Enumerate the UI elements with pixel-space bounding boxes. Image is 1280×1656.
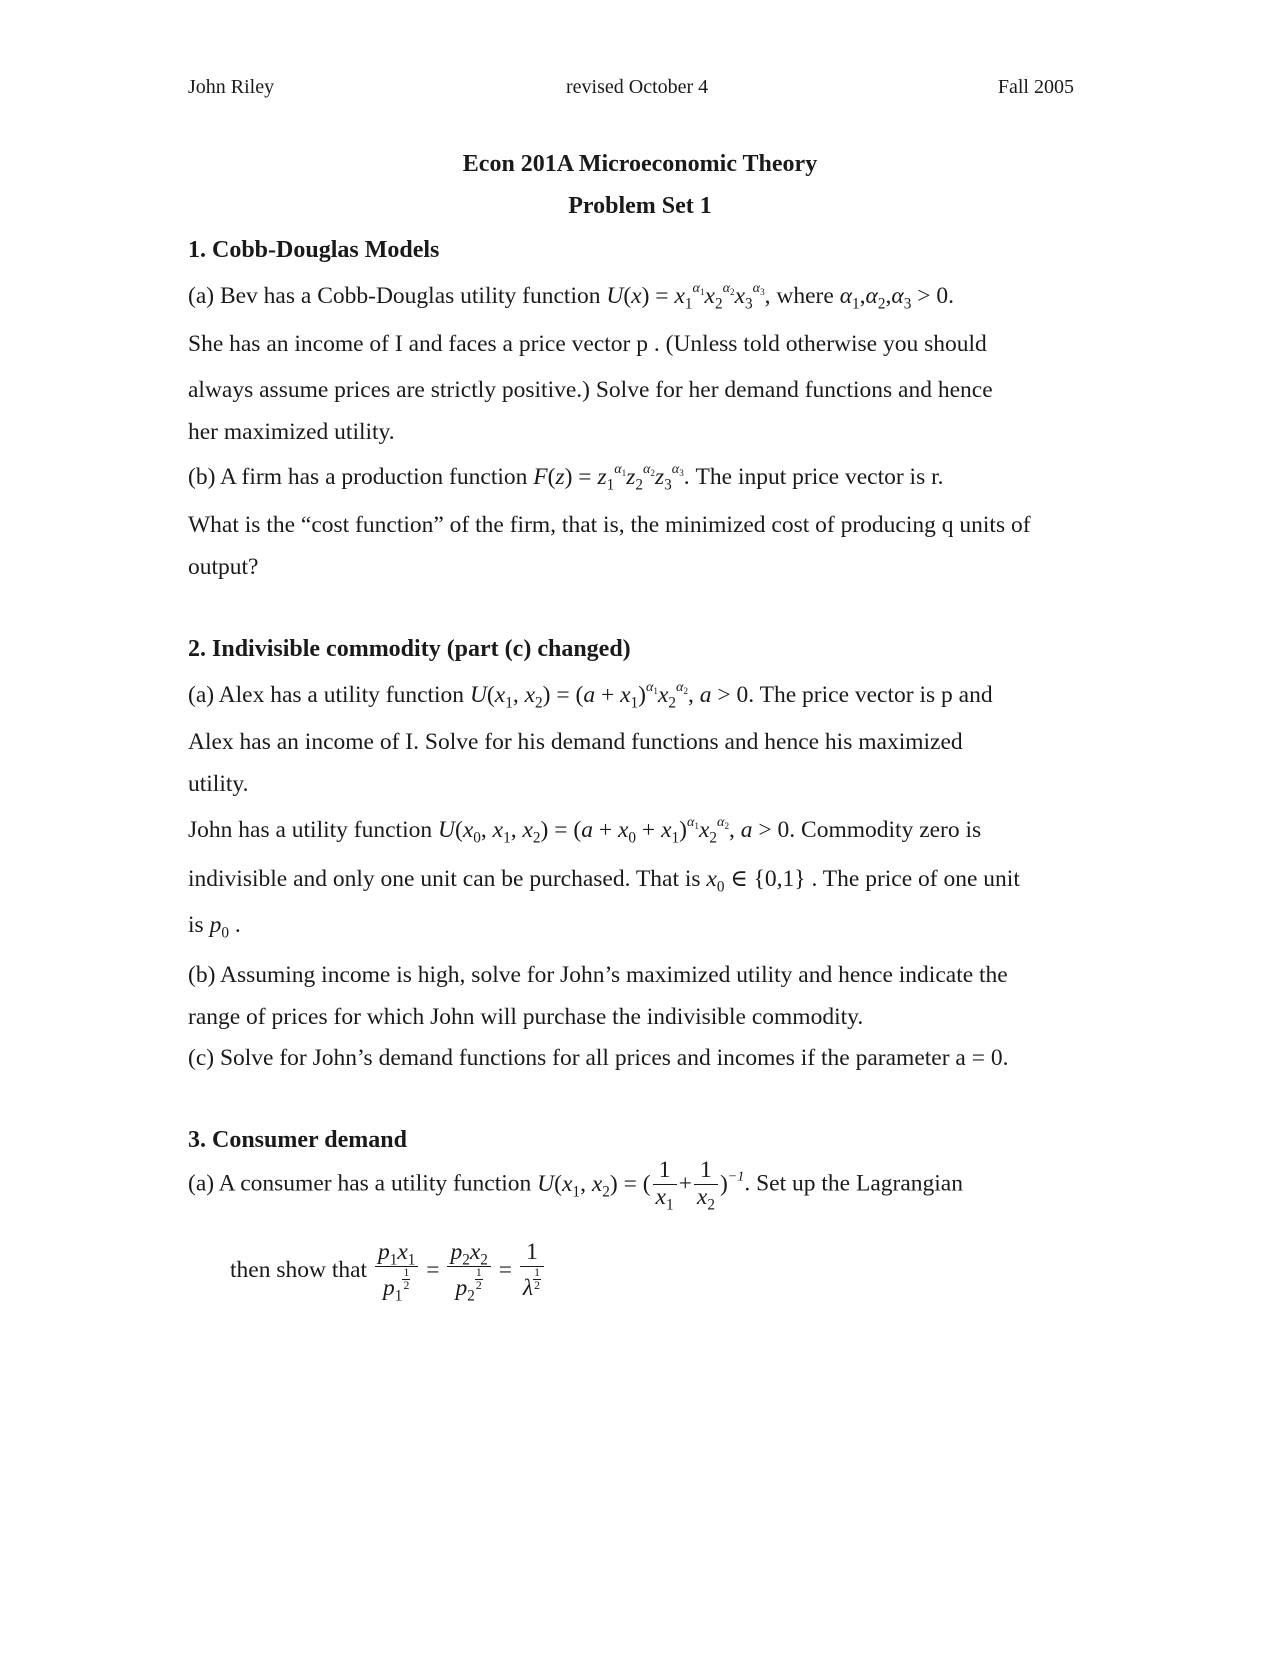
problem-set-title: Problem Set 1 <box>568 193 712 219</box>
section-1-heading: 1. Cobb-Douglas Models <box>188 237 440 263</box>
section-2c-line-1: (c) Solve for John’s demand functions for all prices and incomes if the parameter a = 0. <box>188 1045 1009 1071</box>
section-2b-line-2: range of prices for which John will purchase the indivisible commodity. <box>188 1004 864 1030</box>
section-2a-line-3: utility. <box>188 771 249 797</box>
section-1b-line-3: output? <box>188 554 259 580</box>
section-2-heading: 2. Indivisible commodity (part (c) changed) <box>188 636 631 662</box>
section-1b-line-2: What is the “cost function” of the firm, that is, the minimized cost of producing q units of <box>188 512 1031 538</box>
bev-utility-formula: U <box>606 283 624 309</box>
section-3-heading: 3. Consumer demand <box>188 1127 407 1153</box>
section-3a-line-1: (a) A consumer has a utility function $U(x_1$, $x_2$) = ( $\frac{1}{x_1}$ + $\frac{1}{x_2}$ )$^{-1}$. Set up the Lagrangian <box>188 1157 963 1214</box>
section-1a-line-2: She has an income of I and faces a price vector p . (Unless told otherwise you should <box>188 331 987 357</box>
fraction-one-over-x2: $\frac{1}{x_2}$ <box>694 1158 718 1211</box>
section-1a-line-4: her maximized utility. <box>188 419 395 445</box>
section-2b-line-1: (b) Assuming income is high, solve for John’s maximized utility and hence indicate the <box>188 962 1008 988</box>
header-term: Fall 2005 <box>997 76 1074 98</box>
fraction-one-over-lambda: 1 λ $\frac{1}{2}$ <box>520 1240 544 1302</box>
section-1a-line-3: always assume prices are strictly positive.) Solve for her demand functions and hence <box>188 377 993 403</box>
section-2-john-line: John has a utility function $U(x_0$, $x_1$, $x_2) = (a + x_0 + x_1)^{\alpha_1}x_2^{\alpha_2}$, a > 0. Commodity zero is <box>188 814 982 847</box>
section-3a-line-2: then show that $p_1x_1$ $p_1$ $\frac{1}{2}$ = $p_2x_2$ $p_2$ $\frac{1}{2}$ = 1 λ $\frac{1}{2}$ <box>230 1240 546 1302</box>
section-2-indivisible-line: indivisible and only one unit can be purchased. That is $x_0$ ∈ {0,1} . The price of one unit <box>188 866 1020 896</box>
section-1b-line-1: (b) A firm has a production function $F(z) = z_1^{\alpha_1}z_2^{\alpha_2}z_3^{\alpha_3}$. The input price vector is r. <box>188 461 944 494</box>
fraction-one-over-x1: $\frac{1}{x_1}$ <box>653 1158 677 1211</box>
header-revised: revised October 4 <box>566 76 709 98</box>
header-author: John Riley <box>188 76 275 98</box>
section-2-price-line: is $p_0$ . <box>188 912 241 942</box>
section-2a-line-2: Alex has an income of I. Solve for his demand functions and hence his maximized <box>188 729 963 755</box>
course-title: Econ 201A Microeconomic Theory <box>462 151 818 177</box>
section-1a-line-1: (a) Bev has a Cobb-Douglas utility function $U(x) = x_1^{\alpha_1}x_2^{\alpha_2}x_3^{\alpha_3}$, where $\alpha_1,\alpha_2,\alpha_3 > 0$. <box>188 280 955 313</box>
fraction-p2x2: $p_2x_2$ $p_2$ $\frac{1}{2}$ <box>447 1240 490 1302</box>
fraction-p1x1: $p_1x_1$ $p_1$ $\frac{1}{2}$ <box>375 1240 418 1302</box>
section-2a-line-1: (a) Alex has a utility function $U(x_1$, $x_2) = (a + x_1)^{\alpha_1}x_2^{\alpha_2}$, a > 0. The price vector is p and <box>188 679 993 712</box>
